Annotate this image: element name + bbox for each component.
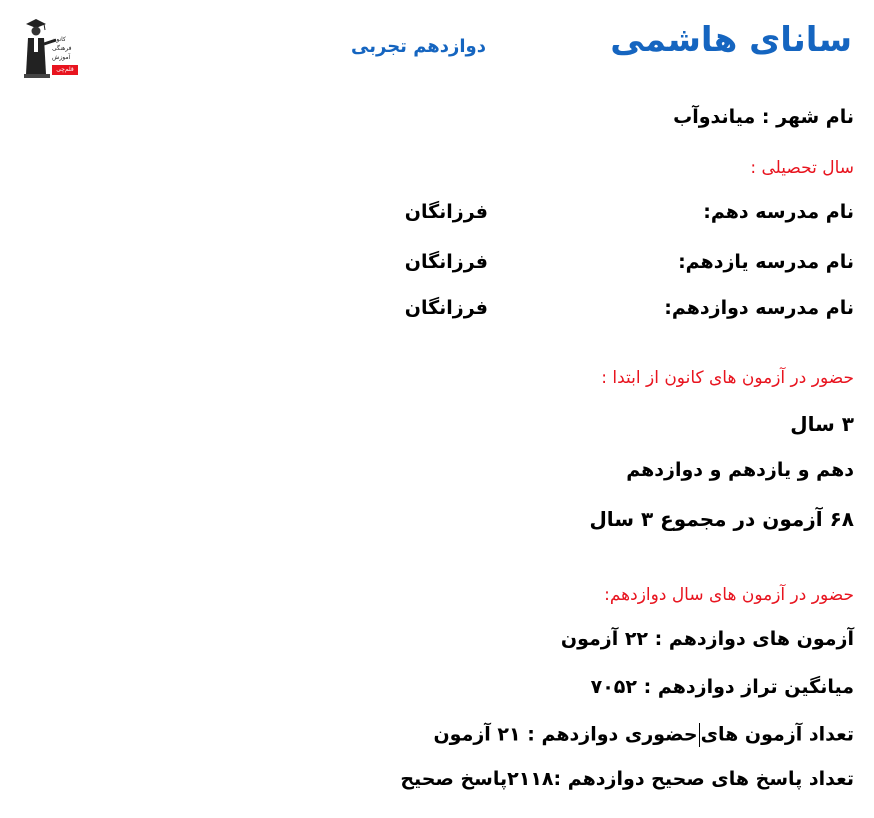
attendance-years: ۳ سال (790, 412, 854, 436)
present-line-part1: تعداد آزمون های (700, 723, 854, 746)
grade-label: دوازدهم تجربی (351, 36, 486, 57)
grade-12-correct: تعداد پاسخ های صحیح دوازدهم :۲۱۱۸پاسخ صحیح (400, 768, 854, 790)
school-12-label: نام مدرسه دوازدهم: (664, 297, 854, 319)
logo-text: کانون فرهنگی آموزش (52, 36, 72, 61)
text-cursor (699, 723, 700, 747)
school-11-label: نام مدرسه یازدهم: (678, 251, 854, 273)
attendance-12-heading: حضور در آزمون های سال دوازدهم: (604, 585, 854, 605)
school-10-value: فرزانگان (404, 201, 488, 223)
attendance-total-exams: ۶۸ آزمون در مجموع ۳ سال (589, 507, 854, 531)
grade-12-present-line (433, 723, 854, 747)
academic-year-label: سال تحصیلی : (750, 158, 854, 178)
school-10-label: نام مدرسه دهم: (703, 201, 854, 223)
present-line-part2: حضوری دوازدهم : ۲۱ آزمون (433, 723, 698, 746)
grade-12-average: میانگین تراز دوازدهم : ۷۰۵۲ (590, 676, 854, 698)
logo-badge: قلم‌چی (52, 65, 78, 75)
grade-12-exams: آزمون های دوازدهم : ۲۲ آزمون (560, 628, 854, 650)
city-line: نام شهر : میاندوآب (673, 106, 854, 128)
attendance-grades: دهم و یازدهم و دوازدهم (626, 459, 854, 481)
attendance-total-heading: حضور در آزمون های کانون از ابتدا : (601, 368, 854, 388)
school-11-value: فرزانگان (404, 251, 488, 273)
kanoon-logo (22, 14, 78, 84)
student-name: سانای هاشمی (610, 20, 852, 60)
school-12-value: فرزانگان (404, 297, 488, 319)
